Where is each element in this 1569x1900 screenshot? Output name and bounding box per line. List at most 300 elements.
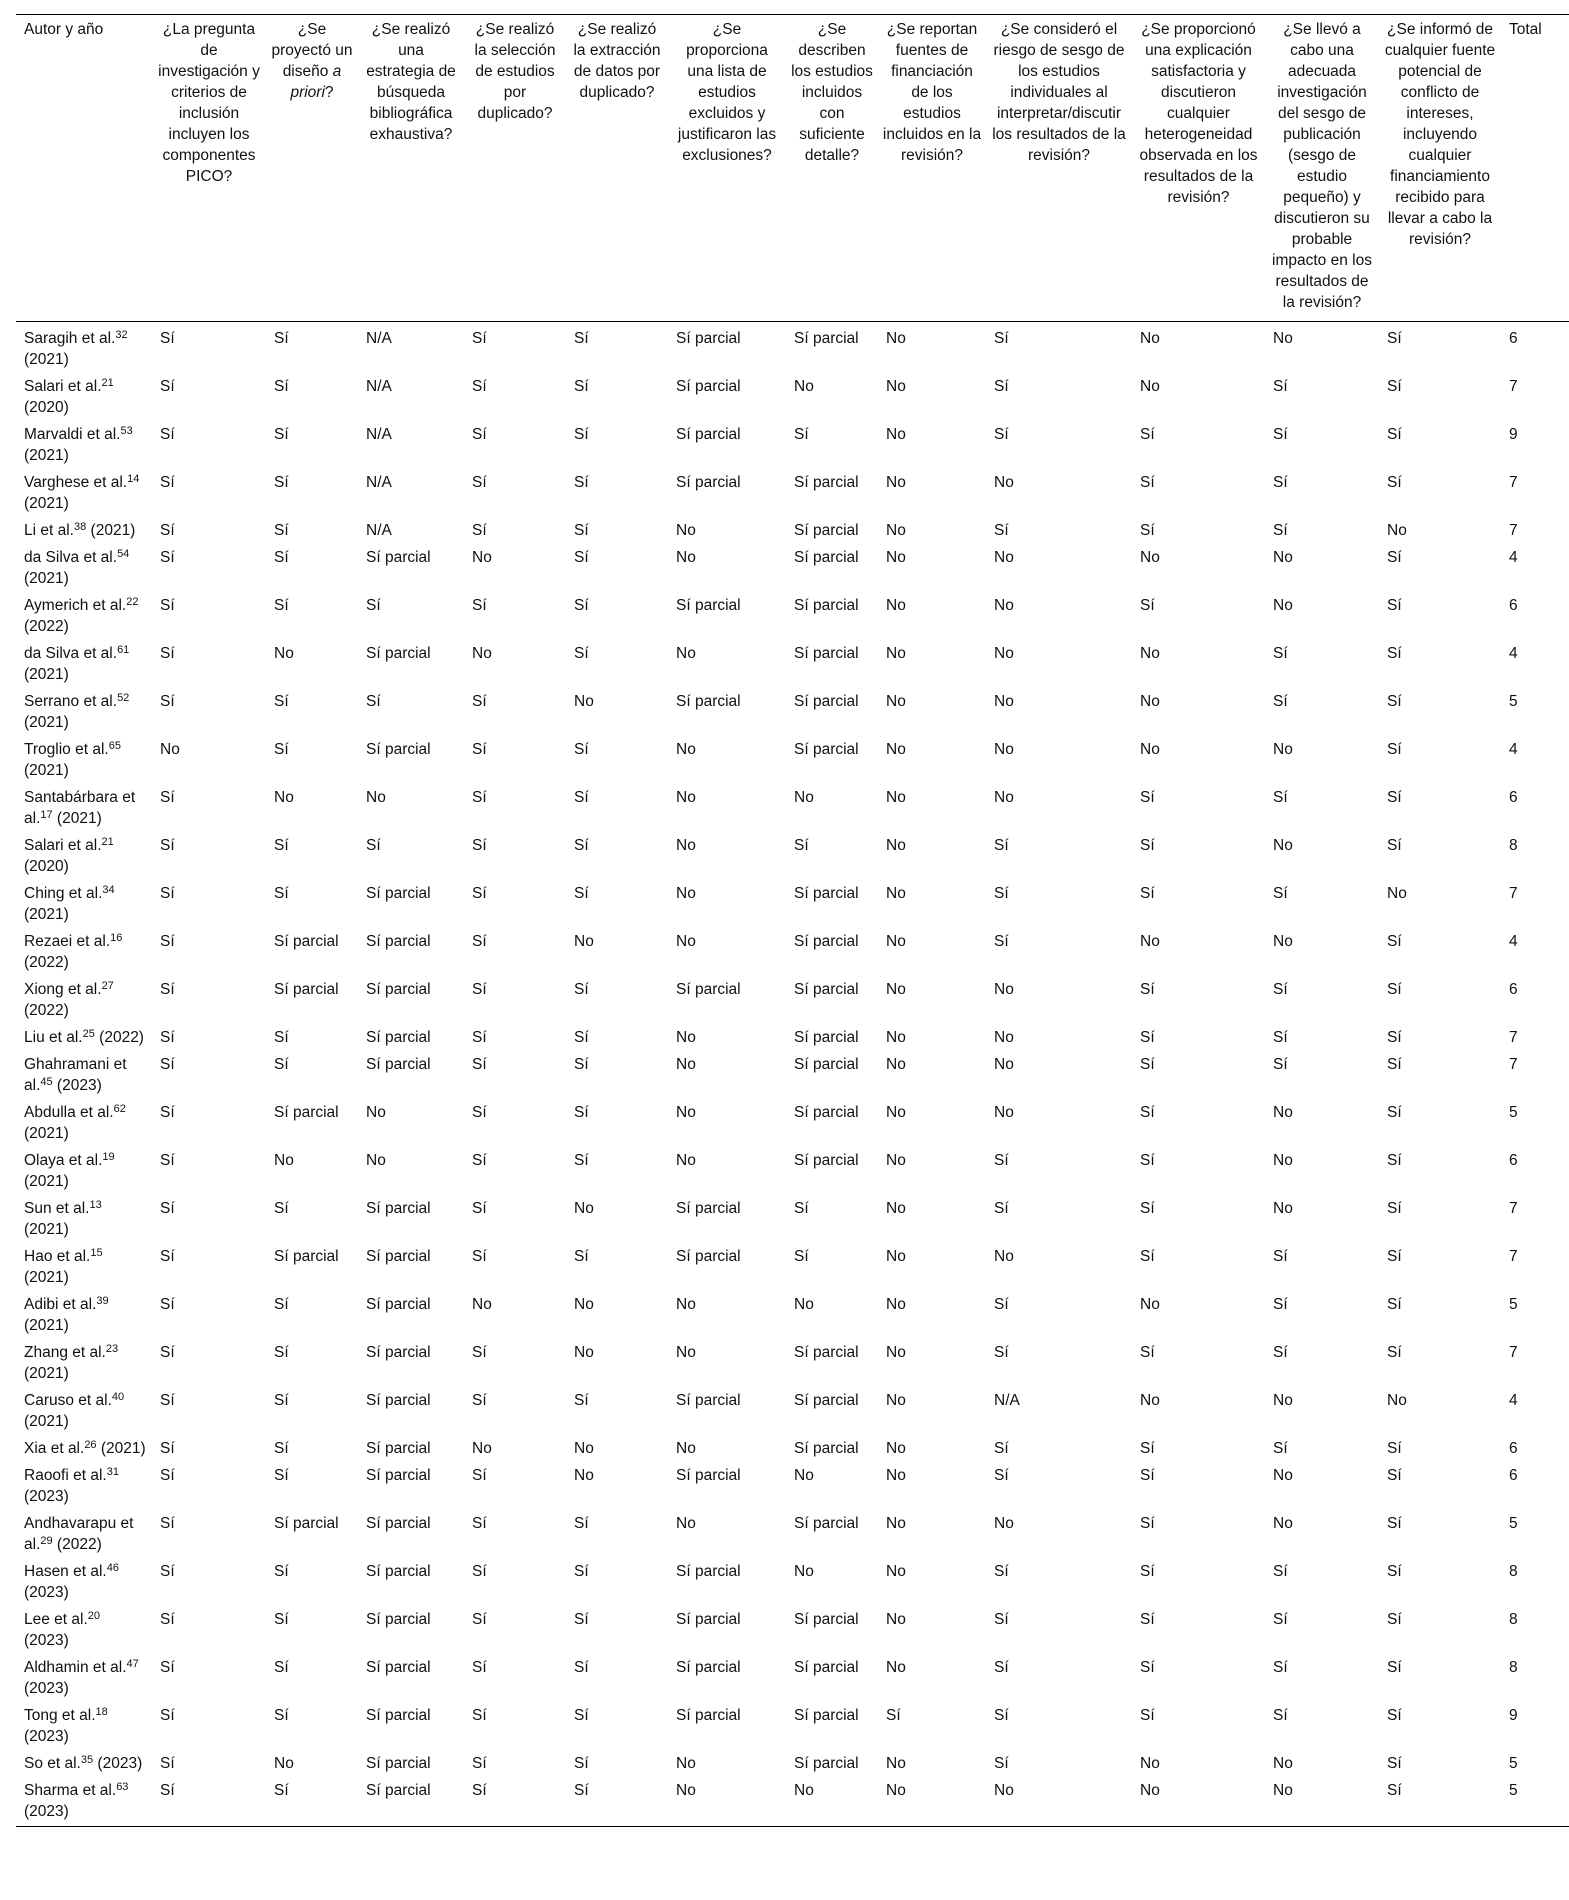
rating-cell-q7: Sí bbox=[794, 1248, 809, 1265]
rating-cell-q7: No bbox=[794, 1467, 814, 1484]
rating-cell-q4: Sí bbox=[472, 597, 487, 614]
rating-cell-q4: Sí bbox=[472, 1392, 487, 1409]
rating-cell-q2: Sí bbox=[274, 1200, 289, 1217]
reference-number: 62 bbox=[113, 1103, 126, 1115]
rating-cell-q1: Sí bbox=[160, 549, 175, 566]
rating-cell-q5: Sí bbox=[574, 1248, 589, 1265]
rating-cell-q8: Sí bbox=[886, 1707, 901, 1724]
rating-cell-q3: Sí parcial bbox=[366, 1707, 431, 1724]
rating-cell-q6: Sí parcial bbox=[676, 474, 741, 491]
reference-number: 21 bbox=[101, 836, 114, 848]
rating-cell-q2: Sí bbox=[274, 330, 289, 347]
rating-cell-q3: N/A bbox=[366, 426, 392, 443]
rating-cell-q8: No bbox=[886, 1104, 906, 1121]
total-score-cell: 5 bbox=[1509, 1296, 1518, 1313]
total-score-cell: 4 bbox=[1509, 549, 1518, 566]
rating-cell-q2: Sí bbox=[274, 1659, 289, 1676]
table-row bbox=[16, 927, 1569, 975]
rating-cell-q1: Sí bbox=[160, 1707, 175, 1724]
table-row bbox=[16, 1242, 1569, 1290]
rating-cell-q3: Sí parcial bbox=[366, 1029, 431, 1046]
rating-cell-q1: Sí bbox=[152, 1776, 266, 1827]
rating-cell-q10: No bbox=[1140, 741, 1160, 758]
reference-number: 52 bbox=[117, 692, 130, 704]
author-year-cell: So et al.$^{35}$ (2023) bbox=[24, 1754, 143, 1772]
header-total: Total bbox=[1501, 15, 1569, 322]
rating-cell-q5: Sí bbox=[574, 1392, 589, 1409]
rating-cell-q12: Sí bbox=[1387, 645, 1402, 662]
rating-cell-q9: Sí bbox=[994, 1659, 1009, 1676]
rating-cell-q8: No bbox=[886, 1392, 906, 1409]
rating-cell-q2: Sí bbox=[274, 1029, 289, 1046]
rating-cell-q6: Sí parcial bbox=[676, 1659, 741, 1676]
table-row bbox=[16, 543, 1569, 591]
table-header-row bbox=[16, 15, 1569, 322]
rating-cell-q11: Sí bbox=[1273, 1707, 1288, 1724]
rating-cell-q3: Sí parcial bbox=[366, 645, 431, 662]
rating-cell-q4: Sí bbox=[472, 1104, 487, 1121]
rating-cell-q8: No bbox=[886, 597, 906, 614]
rating-cell-q4: Sí bbox=[472, 933, 487, 950]
reference-number: 22 bbox=[126, 596, 139, 608]
rating-cell-q3: Sí parcial bbox=[366, 549, 431, 566]
total-score-cell: 6 bbox=[1509, 330, 1518, 347]
rating-cell-q5: No bbox=[574, 933, 594, 950]
reference-number: 13 bbox=[89, 1199, 102, 1211]
rating-cell-q12: Sí bbox=[1387, 1152, 1402, 1169]
rating-cell-q3: Sí parcial bbox=[366, 1296, 431, 1313]
rating-cell-q1: Sí bbox=[160, 981, 175, 998]
header-author-year: Autor y año bbox=[16, 15, 152, 322]
rating-cell-q12: Sí bbox=[1387, 1611, 1402, 1628]
rating-cell-q12: No bbox=[1387, 522, 1407, 539]
rating-cell-q7: No bbox=[794, 1563, 814, 1580]
rating-cell-q4: Sí bbox=[472, 1659, 487, 1676]
rating-cell-q12: Sí bbox=[1387, 1296, 1402, 1313]
rating-cell-q7: Sí parcial bbox=[794, 522, 859, 539]
rating-cell-q9: Sí bbox=[994, 933, 1009, 950]
table-row bbox=[16, 879, 1569, 927]
author-year-cell: Serrano et al.$^{52}$ (2021) bbox=[24, 692, 130, 731]
reference-number: 21 bbox=[101, 377, 114, 389]
rating-cell-q7: Sí parcial bbox=[794, 1611, 859, 1628]
rating-cell-q11: No bbox=[1273, 330, 1293, 347]
rating-cell-q4: Sí bbox=[472, 981, 487, 998]
total-score-cell: 5 bbox=[1509, 693, 1518, 710]
rating-cell-q9: Sí bbox=[994, 885, 1009, 902]
rating-cell-q10: Sí bbox=[1140, 1440, 1155, 1457]
total-score-cell: 7 bbox=[1509, 1200, 1518, 1217]
rating-cell-q6: No bbox=[676, 522, 696, 539]
total-score-cell: 4 bbox=[1509, 933, 1518, 950]
rating-cell-q1: Sí bbox=[160, 1392, 175, 1409]
rating-cell-q10: Sí bbox=[1140, 1104, 1155, 1121]
total-score-cell: 9 bbox=[1509, 1707, 1518, 1724]
rating-cell-q3: Sí parcial bbox=[358, 1776, 464, 1827]
rating-cell-q6: Sí parcial bbox=[676, 693, 741, 710]
rating-cell-q9: No bbox=[994, 645, 1014, 662]
total-score-cell: 6 bbox=[1509, 1440, 1518, 1457]
rating-cell-q8: No bbox=[886, 885, 906, 902]
table-row bbox=[16, 1749, 1569, 1776]
table-row bbox=[16, 1776, 1569, 1827]
rating-cell-q4: Sí bbox=[472, 1563, 487, 1580]
rating-cell-q7: Sí parcial bbox=[794, 474, 859, 491]
rating-cell-q4: Sí bbox=[472, 1029, 487, 1046]
rating-cell-q2: Sí parcial bbox=[274, 1515, 339, 1532]
rating-cell-q12: Sí bbox=[1387, 1029, 1402, 1046]
rating-cell-q7: Sí parcial bbox=[794, 1056, 859, 1073]
rating-cell-q11: No bbox=[1273, 1467, 1293, 1484]
rating-cell-q1: Sí bbox=[160, 789, 175, 806]
table-row bbox=[16, 1050, 1569, 1098]
rating-cell-q4: Sí bbox=[464, 1776, 566, 1827]
rating-cell-q9: Sí bbox=[994, 330, 1009, 347]
rating-cell-q5: Sí bbox=[574, 1515, 589, 1532]
total-score-cell: 4 bbox=[1509, 645, 1518, 662]
rating-cell-q2: Sí bbox=[274, 1440, 289, 1457]
table-row bbox=[16, 1509, 1569, 1557]
rating-cell-q7: Sí parcial bbox=[794, 1659, 859, 1676]
rating-cell-q11: No bbox=[1273, 1200, 1293, 1217]
rating-cell-q2: Sí parcial bbox=[274, 1248, 339, 1265]
rating-cell-q7: Sí parcial bbox=[794, 693, 859, 710]
total-score-cell: 6 bbox=[1509, 789, 1518, 806]
rating-cell-q11: Sí bbox=[1273, 981, 1288, 998]
rating-cell-q8: No bbox=[878, 1776, 986, 1827]
rating-cell-q2: No bbox=[274, 1755, 294, 1772]
rating-cell-q6: No bbox=[676, 645, 696, 662]
rating-cell-q3: No bbox=[366, 789, 386, 806]
rating-cell-q11: Sí bbox=[1273, 1029, 1288, 1046]
total-score-cell: 8 bbox=[1509, 1563, 1518, 1580]
rating-cell-q6: Sí parcial bbox=[676, 330, 741, 347]
rating-cell-q2: Sí bbox=[274, 1344, 289, 1361]
rating-cell-q5: No bbox=[574, 1296, 594, 1313]
table-row bbox=[16, 1605, 1569, 1653]
rating-cell-q12: Sí bbox=[1387, 1440, 1402, 1457]
rating-cell-q1: Sí bbox=[160, 1755, 175, 1772]
rating-cell-q5: Sí bbox=[574, 1563, 589, 1580]
rating-cell-q8: No bbox=[886, 837, 906, 854]
rating-cell-q2: Sí bbox=[274, 1707, 289, 1724]
rating-cell-q9: Sí bbox=[994, 1755, 1009, 1772]
total-score-cell: 6 bbox=[1509, 597, 1518, 614]
rating-cell-q10: Sí bbox=[1140, 789, 1155, 806]
rating-cell-q6: No bbox=[676, 1104, 696, 1121]
rating-cell-q12: Sí bbox=[1387, 837, 1402, 854]
rating-cell-q10: No bbox=[1140, 645, 1160, 662]
rating-cell-q3: Sí parcial bbox=[366, 1563, 431, 1580]
header-q7-included-detail: ¿Se describen los estudios incluidos con suficiente detalle? bbox=[786, 15, 878, 322]
rating-cell-q4: Sí bbox=[472, 1056, 487, 1073]
rating-cell-q11: No bbox=[1273, 1152, 1293, 1169]
reference-number: 23 bbox=[105, 1343, 119, 1355]
rating-cell-q11: No bbox=[1273, 549, 1293, 566]
rating-cell-q7: Sí parcial bbox=[794, 645, 859, 662]
rating-cell-q3: N/A bbox=[366, 378, 392, 395]
rating-cell-q12: Sí bbox=[1387, 330, 1402, 347]
rating-cell-q12: Sí bbox=[1379, 1776, 1501, 1827]
rating-cell-q6: No bbox=[676, 549, 696, 566]
rating-cell-q12: Sí bbox=[1387, 1707, 1402, 1724]
total-score-cell: 7 bbox=[1509, 474, 1518, 491]
header-q6-excluded-list: ¿Se proporciona una lista de estudios excluidos y justificaron las exclusiones? bbox=[668, 15, 786, 322]
rating-cell-q10: Sí bbox=[1140, 885, 1155, 902]
rating-cell-q1: Sí bbox=[160, 1248, 175, 1265]
rating-cell-q3: Sí bbox=[366, 597, 381, 614]
rating-cell-q1: Sí bbox=[160, 1152, 175, 1169]
rating-cell-q11: Sí bbox=[1273, 1344, 1288, 1361]
rating-cell-q2: Sí parcial bbox=[274, 981, 339, 998]
rating-cell-q6: No bbox=[676, 837, 696, 854]
table-row bbox=[16, 591, 1569, 639]
rating-cell-q12: Sí bbox=[1387, 1344, 1402, 1361]
rating-cell-q9: Sí bbox=[994, 522, 1009, 539]
rating-cell-q12: Sí bbox=[1387, 693, 1402, 710]
rating-cell-q1: Sí bbox=[160, 597, 175, 614]
rating-cell-q9: No bbox=[994, 1248, 1014, 1265]
rating-cell-q7: No bbox=[794, 789, 814, 806]
rating-cell-q7: Sí parcial bbox=[794, 330, 859, 347]
reference-number: 29 bbox=[40, 1535, 53, 1547]
rating-cell-q11: No bbox=[1273, 1755, 1293, 1772]
rating-cell-q5: Sí bbox=[574, 597, 589, 614]
rating-cell-q12: Sí bbox=[1387, 981, 1402, 998]
author-year-cell: Li et al.$^{38}$ (2021) bbox=[24, 521, 136, 539]
table-row bbox=[16, 783, 1569, 831]
rating-cell-q8: No bbox=[886, 789, 906, 806]
rating-cell-q1: Sí bbox=[160, 1440, 175, 1457]
rating-cell-q5: Sí bbox=[574, 426, 589, 443]
rating-cell-q12: Sí bbox=[1387, 1104, 1402, 1121]
rating-cell-q1: Sí bbox=[160, 645, 175, 662]
rating-cell-q10: No bbox=[1140, 549, 1160, 566]
rating-cell-q3: Sí parcial bbox=[366, 1611, 431, 1628]
rating-cell-q6: No bbox=[676, 789, 696, 806]
rating-cell-q12: Sí bbox=[1387, 1248, 1402, 1265]
total-score-cell: 7 bbox=[1509, 885, 1518, 902]
rating-cell-q4: Sí bbox=[472, 330, 487, 347]
rating-cell-q12: Sí bbox=[1387, 549, 1402, 566]
table-row bbox=[16, 516, 1569, 543]
rating-cell-q10: Sí bbox=[1140, 1515, 1155, 1532]
rating-cell-q5: Sí bbox=[574, 1152, 589, 1169]
rating-cell-q7: Sí parcial bbox=[794, 1344, 859, 1361]
header-q10-heterogeneity: ¿Se proporcionó una explicación satisfactoria y discutieron cualquier heterogeneidad observada en los resultados de la revisión? bbox=[1132, 15, 1265, 322]
author-year-cell: Sharma et al.$^{63}$ (2023) bbox=[16, 1776, 152, 1827]
author-year-cell: Xia et al.$^{26}$ (2021) bbox=[24, 1439, 146, 1457]
rating-cell-q11: Sí bbox=[1273, 378, 1288, 395]
reference-number: 61 bbox=[117, 644, 130, 656]
total-score-cell: 9 bbox=[1509, 426, 1518, 443]
author-year-cell: Zhang et al.$^{23}$ (2021) bbox=[24, 1343, 119, 1382]
rating-cell-q11: No bbox=[1273, 837, 1293, 854]
header-q9-risk-of-bias: ¿Se consideró el riesgo de sesgo de los estudios individuales al interpretar/discutir los resultados de la revisión? bbox=[986, 15, 1132, 322]
rating-cell-q8: No bbox=[886, 1755, 906, 1772]
rating-cell-q2: Sí bbox=[274, 597, 289, 614]
rating-cell-q12: Sí bbox=[1387, 789, 1402, 806]
rating-cell-q3: Sí parcial bbox=[366, 1200, 431, 1217]
rating-cell-q7: Sí parcial bbox=[794, 1440, 859, 1457]
rating-cell-q5: Sí bbox=[574, 645, 589, 662]
rating-cell-q4: Sí bbox=[472, 1248, 487, 1265]
rating-cell-q5: Sí bbox=[574, 981, 589, 998]
reference-number: 14 bbox=[127, 473, 140, 485]
rating-cell-q3: N/A bbox=[366, 474, 392, 491]
rating-cell-q6: No bbox=[676, 1515, 696, 1532]
rating-cell-q5: Sí bbox=[574, 549, 589, 566]
rating-cell-q12: Sí bbox=[1387, 1467, 1402, 1484]
rating-cell-q10: Sí bbox=[1140, 426, 1155, 443]
rating-cell-q6: Sí parcial bbox=[676, 981, 741, 998]
rating-cell-q2: Sí bbox=[274, 741, 289, 758]
reference-number: 35 bbox=[80, 1754, 94, 1766]
rating-cell-q2: Sí parcial bbox=[274, 933, 339, 950]
rating-cell-q5: Sí bbox=[574, 474, 589, 491]
rating-cell-q8: No bbox=[886, 1467, 906, 1484]
rating-cell-q5: Sí bbox=[574, 789, 589, 806]
rating-cell-q1: Sí bbox=[160, 1056, 175, 1073]
rating-cell-q1: Sí bbox=[160, 1104, 175, 1121]
rating-cell-q9: No bbox=[994, 549, 1014, 566]
table-row bbox=[16, 1023, 1569, 1050]
rating-cell-q2: Sí bbox=[274, 426, 289, 443]
rating-cell-q1: Sí bbox=[160, 885, 175, 902]
table-row bbox=[16, 687, 1569, 735]
rating-cell-q8: No bbox=[886, 426, 906, 443]
rating-cell-q6: Sí parcial bbox=[676, 378, 741, 395]
rating-cell-q5: No bbox=[574, 1200, 594, 1217]
rating-cell-q6: No bbox=[676, 741, 696, 758]
author-year-cell: Troglio et al.$^{65}$ (2021) bbox=[24, 740, 121, 779]
author-year-cell: Ching et al.$^{34}$ (2021) bbox=[24, 884, 115, 923]
table-row bbox=[16, 420, 1569, 468]
rating-cell-q4: Sí bbox=[472, 837, 487, 854]
total-score-cell: 6 bbox=[1509, 1152, 1518, 1169]
rating-cell-q4: Sí bbox=[472, 1344, 487, 1361]
rating-cell-q7: No bbox=[786, 1776, 878, 1827]
amstar-table-container bbox=[16, 14, 1569, 1827]
reference-number: 25 bbox=[82, 1028, 95, 1040]
rating-cell-q3: Sí parcial bbox=[366, 885, 431, 902]
rating-cell-q9: No bbox=[994, 693, 1014, 710]
rating-cell-q7: Sí parcial bbox=[794, 885, 859, 902]
author-year-cell: Rezaei et al.$^{16}$ (2022) bbox=[24, 932, 123, 971]
rating-cell-q1: Sí bbox=[160, 1659, 175, 1676]
rating-cell-q5: No bbox=[574, 1344, 594, 1361]
rating-cell-q6: No bbox=[676, 1344, 696, 1361]
rating-cell-q11: Sí bbox=[1273, 693, 1288, 710]
rating-cell-q5: Sí bbox=[574, 522, 589, 539]
reference-number: 20 bbox=[87, 1610, 101, 1622]
rating-cell-q9: Sí bbox=[994, 1563, 1009, 1580]
rating-cell-q4: No bbox=[472, 1440, 492, 1457]
rating-cell-q11: Sí bbox=[1273, 1611, 1288, 1628]
reference-number: 63 bbox=[116, 1781, 129, 1793]
rating-cell-q10: Sí bbox=[1140, 1344, 1155, 1361]
rating-cell-q3: Sí parcial bbox=[366, 1392, 431, 1409]
rating-cell-q1: Sí bbox=[160, 1344, 175, 1361]
total-score-cell: 4 bbox=[1509, 1392, 1518, 1409]
rating-cell-q9: No bbox=[994, 474, 1014, 491]
rating-cell-q5: Sí bbox=[574, 378, 589, 395]
rating-cell-q12: Sí bbox=[1387, 1755, 1402, 1772]
rating-cell-q1: Sí bbox=[160, 933, 175, 950]
rating-cell-q5: Sí bbox=[574, 1659, 589, 1676]
total-score-cell: 7 bbox=[1509, 1056, 1518, 1073]
rating-cell-q12: Sí bbox=[1387, 474, 1402, 491]
rating-cell-q4: Sí bbox=[472, 693, 487, 710]
reference-number: 65 bbox=[108, 740, 121, 752]
rating-cell-q7: Sí parcial bbox=[794, 549, 859, 566]
rating-cell-q10: Sí bbox=[1140, 597, 1155, 614]
rating-cell-q7: Sí bbox=[794, 837, 809, 854]
rating-cell-q8: No bbox=[886, 1344, 906, 1361]
total-score-cell: 8 bbox=[1509, 1611, 1518, 1628]
rating-cell-q4: Sí bbox=[472, 522, 487, 539]
table-body bbox=[16, 322, 1569, 1827]
total-score-cell: 5 bbox=[1509, 1755, 1518, 1772]
rating-cell-q11: Sí bbox=[1273, 1248, 1288, 1265]
rating-cell-q7: Sí parcial bbox=[794, 597, 859, 614]
rating-cell-q1: Sí bbox=[160, 522, 175, 539]
rating-cell-q3: Sí parcial bbox=[366, 1344, 431, 1361]
total-score-cell: 7 bbox=[1509, 522, 1518, 539]
reference-number: 18 bbox=[95, 1706, 108, 1718]
rating-cell-q8: No bbox=[886, 522, 906, 539]
rating-cell-q8: No bbox=[886, 1296, 906, 1313]
rating-cell-q10: Sí bbox=[1140, 1056, 1155, 1073]
rating-cell-q8: No bbox=[886, 1152, 906, 1169]
rating-cell-q4: Sí bbox=[472, 885, 487, 902]
rating-cell-q9: Sí bbox=[994, 426, 1009, 443]
header-q8-funding: ¿Se reportan fuentes de financiación de los estudios incluidos en la revisión? bbox=[878, 15, 986, 322]
rating-cell-q2: Sí bbox=[274, 549, 289, 566]
header-q5-extraction: ¿Se realizó la extracción de datos por duplicado? bbox=[566, 15, 668, 322]
rating-cell-q7: Sí bbox=[794, 426, 809, 443]
rating-cell-q4: Sí bbox=[472, 426, 487, 443]
rating-cell-q6: Sí parcial bbox=[676, 426, 741, 443]
rating-cell-q10: Sí bbox=[1140, 522, 1155, 539]
rating-cell-q3: N/A bbox=[366, 330, 392, 347]
rating-cell-q1: Sí bbox=[160, 1200, 175, 1217]
rating-cell-q12: Sí bbox=[1387, 1056, 1402, 1073]
rating-cell-q5: No bbox=[574, 1440, 594, 1457]
reference-number: 16 bbox=[110, 932, 123, 944]
rating-cell-q9: No bbox=[994, 1056, 1014, 1073]
author-year-cell: Olaya et al.$^{19}$ (2021) bbox=[24, 1151, 115, 1190]
rating-cell-q6: No bbox=[676, 1056, 696, 1073]
rating-cell-q8: No bbox=[886, 933, 906, 950]
total-score-cell: 7 bbox=[1509, 1029, 1518, 1046]
rating-cell-q5: Sí bbox=[574, 1755, 589, 1772]
author-year-cell: Aymerich et al.$^{22}$ (2022) bbox=[24, 596, 139, 635]
rating-cell-q8: No bbox=[886, 1200, 906, 1217]
rating-cell-q6: No bbox=[676, 1296, 696, 1313]
rating-cell-q2: Sí parcial bbox=[274, 1104, 339, 1121]
rating-cell-q8: No bbox=[886, 549, 906, 566]
author-year-cell: Ghahramani et al.$^{45}$ (2023) bbox=[24, 1056, 127, 1094]
rating-cell-q5: Sí bbox=[574, 885, 589, 902]
rating-cell-q8: No bbox=[886, 1515, 906, 1532]
rating-cell-q9: No bbox=[994, 597, 1014, 614]
rating-cell-q5: Sí bbox=[574, 1707, 589, 1724]
rating-cell-q12: Sí bbox=[1387, 741, 1402, 758]
author-year-cell: da Silva et al.$^{54}$ (2021) bbox=[24, 548, 130, 587]
rating-cell-q2: Sí bbox=[274, 693, 289, 710]
rating-cell-q2: Sí bbox=[274, 1611, 289, 1628]
